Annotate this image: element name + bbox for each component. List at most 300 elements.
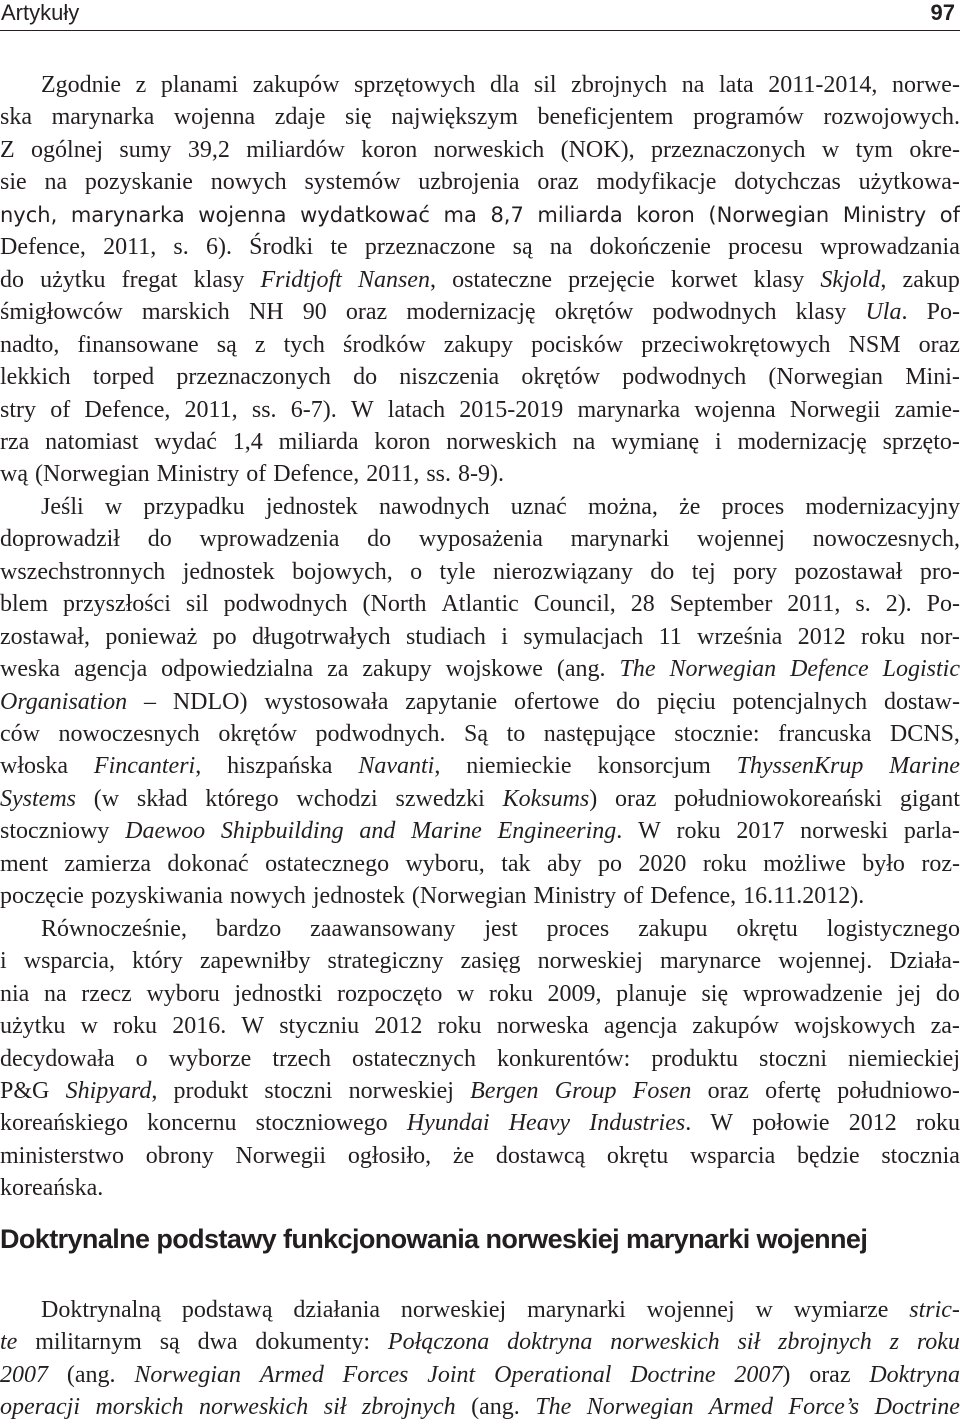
word	[255, 1327, 370, 1357]
word	[703, 849, 747, 879]
word	[787, 589, 840, 619]
word	[638, 849, 686, 879]
text: Defence,	[650, 883, 737, 910]
word	[588, 492, 658, 522]
text-line	[0, 1044, 960, 1074]
word	[849, 330, 901, 360]
word	[366, 459, 419, 489]
text: decydowała	[0, 1045, 115, 1072]
word	[388, 1327, 489, 1357]
italic-text: ThyssenKrup	[736, 753, 864, 780]
word	[230, 881, 306, 911]
word	[0, 297, 123, 327]
word	[359, 816, 395, 846]
text: za	[327, 656, 349, 683]
word	[587, 1392, 694, 1422]
text: podwodnych	[622, 364, 747, 391]
text-line	[0, 427, 960, 457]
word	[571, 70, 667, 100]
italic-text: Navanti	[358, 753, 435, 780]
word	[358, 751, 440, 781]
word	[903, 265, 960, 295]
text: uzbrojenia	[418, 169, 520, 196]
word	[0, 1076, 49, 1106]
text: symulacjach	[523, 623, 644, 650]
text-line	[0, 719, 960, 749]
word	[0, 1011, 65, 1041]
text: ,	[880, 266, 887, 293]
word	[125, 816, 205, 846]
text: wymiarze	[793, 1297, 889, 1323]
text: fregat	[121, 266, 178, 293]
text: wojskowe	[445, 656, 543, 683]
text: zamierza	[64, 850, 151, 877]
text-line	[0, 395, 960, 425]
text-line	[0, 135, 960, 165]
text: że	[452, 1142, 475, 1169]
italic-text: Force’s	[788, 1394, 860, 1421]
text-line	[0, 102, 960, 132]
italic-text: Group	[554, 1077, 617, 1104]
text: 2).	[885, 591, 912, 618]
word	[728, 232, 803, 262]
word	[823, 102, 960, 132]
word	[701, 979, 728, 1009]
word	[361, 135, 417, 165]
text-line	[0, 1141, 960, 1171]
word	[351, 395, 374, 425]
text: marynarki	[570, 526, 670, 553]
text: pozostawał	[794, 558, 903, 585]
word	[41, 914, 187, 944]
text: ofertowe	[514, 688, 600, 715]
word	[85, 167, 193, 197]
word	[895, 395, 960, 425]
word	[883, 654, 960, 684]
word	[610, 1327, 719, 1357]
text-line	[41, 70, 960, 100]
text: oraz	[615, 785, 657, 812]
word	[252, 395, 277, 425]
text: i	[714, 428, 722, 455]
italic-text: Norwegian	[586, 1394, 694, 1421]
word	[441, 589, 518, 619]
word	[172, 1011, 226, 1041]
word	[578, 395, 681, 425]
text-line	[0, 362, 960, 392]
word	[884, 687, 960, 717]
text: 2015-2019	[459, 396, 564, 423]
word	[419, 524, 543, 554]
text-line	[0, 687, 960, 717]
text: było	[862, 850, 905, 877]
text: planuje	[616, 980, 687, 1007]
word	[444, 200, 477, 230]
text: 2016.	[172, 1013, 227, 1040]
word	[279, 1011, 359, 1041]
word	[365, 232, 496, 262]
text-line	[0, 1011, 960, 1041]
word	[849, 1108, 897, 1138]
text: do	[0, 266, 24, 293]
word	[188, 135, 230, 165]
word	[561, 135, 635, 165]
word	[555, 1076, 617, 1106]
text: Norwegii	[789, 396, 881, 423]
text: te	[330, 234, 348, 261]
text: obrony	[145, 1142, 214, 1169]
text-line	[0, 1173, 960, 1203]
text: jednostek	[312, 883, 405, 910]
word	[0, 232, 86, 262]
word	[498, 816, 623, 846]
word	[547, 914, 610, 944]
text: południowokoreański	[674, 785, 883, 812]
text: są	[512, 234, 533, 261]
word	[875, 1392, 960, 1422]
word	[920, 622, 960, 652]
text: 2011,	[184, 396, 238, 423]
word	[174, 1076, 249, 1106]
text: zasięg	[460, 948, 521, 975]
word	[647, 1295, 735, 1325]
italic-text: Norwegian	[134, 1361, 241, 1388]
word	[531, 330, 623, 360]
word	[95, 1392, 183, 1422]
text: potencjalnych	[732, 688, 868, 715]
word	[260, 265, 341, 295]
word	[293, 1295, 380, 1325]
text: jest	[484, 915, 518, 942]
word	[904, 816, 960, 846]
italic-text: sił	[737, 1329, 761, 1356]
text: poczęcie	[0, 883, 84, 910]
text: (Norwegian	[411, 883, 527, 910]
text: dotychczas	[734, 169, 841, 196]
text: of	[623, 883, 644, 910]
word	[160, 1327, 180, 1357]
text: tyle	[439, 558, 476, 585]
word	[374, 427, 430, 457]
word	[227, 751, 332, 781]
word	[790, 395, 881, 425]
italic-text: norweskich	[198, 1394, 309, 1421]
word	[235, 1141, 326, 1171]
word	[275, 102, 326, 132]
text: do	[650, 558, 675, 585]
section-heading: Doktrynalne podstawy funkcjonowania norweskiej marynarki wojennej	[0, 1224, 868, 1254]
text: styczniu	[279, 1013, 360, 1040]
word	[0, 459, 28, 489]
word	[916, 1108, 960, 1138]
text: września	[697, 623, 783, 650]
word	[63, 589, 171, 619]
text: sil	[533, 72, 557, 98]
word	[715, 427, 722, 457]
word	[788, 1392, 859, 1422]
word	[0, 524, 120, 554]
word	[0, 1360, 48, 1390]
text: marynarka	[577, 396, 681, 423]
word	[889, 946, 960, 976]
text: ment	[0, 850, 48, 877]
word	[671, 265, 738, 295]
word	[464, 719, 488, 749]
word	[438, 1011, 482, 1041]
text: zamie-	[894, 396, 960, 423]
word	[0, 622, 90, 652]
text-line	[41, 492, 960, 522]
word	[198, 1327, 238, 1357]
text: tych	[283, 331, 325, 358]
word	[224, 589, 348, 619]
text: Równocześnie,	[41, 915, 187, 942]
word	[651, 1044, 738, 1074]
text: Są	[464, 721, 489, 747]
text: wą	[0, 461, 28, 488]
text-line	[0, 1327, 960, 1357]
italic-text: Industries	[589, 1110, 686, 1137]
text: w	[821, 136, 840, 163]
text: że	[679, 493, 701, 520]
word	[798, 622, 846, 652]
italic-text: morskich	[95, 1394, 184, 1421]
word	[24, 946, 115, 976]
word	[794, 1011, 915, 1041]
word	[674, 719, 759, 749]
word	[265, 849, 389, 879]
word	[538, 946, 643, 976]
italic-text: The	[619, 656, 656, 683]
word	[800, 816, 888, 846]
word	[736, 914, 797, 944]
text: (w	[93, 785, 120, 812]
italic-text: roku	[916, 1329, 960, 1356]
word	[105, 492, 122, 522]
text-line	[0, 1108, 960, 1138]
word	[0, 1392, 80, 1422]
text: Środki	[249, 234, 314, 261]
text: pocisków	[531, 331, 624, 358]
text: bojowych,	[292, 558, 393, 585]
word	[194, 265, 245, 295]
italic-text: Nansen	[357, 266, 430, 293]
text: nia	[0, 980, 30, 1007]
text: norweskiej	[348, 1077, 454, 1104]
text: )	[782, 1361, 791, 1388]
word	[31, 135, 103, 165]
word	[0, 557, 165, 587]
word	[256, 1108, 388, 1138]
word	[84, 395, 170, 425]
text: 8,7	[490, 202, 524, 227]
word	[353, 362, 377, 392]
text: nadto,	[0, 331, 60, 358]
word	[362, 1392, 456, 1422]
text: po	[598, 850, 622, 877]
word	[273, 459, 359, 489]
word	[615, 784, 656, 814]
word	[0, 1327, 17, 1357]
text: wsparcia	[689, 1142, 776, 1169]
word	[246, 135, 345, 165]
word	[682, 70, 705, 100]
word	[737, 427, 866, 457]
text: ostateczne	[452, 266, 552, 293]
text: norweskiej	[537, 948, 643, 975]
text: .	[685, 1110, 692, 1137]
text: bardzo	[215, 915, 282, 942]
word	[343, 1360, 409, 1390]
text: wydać	[154, 428, 217, 455]
word	[446, 427, 557, 457]
text: ss.	[426, 461, 452, 488]
text: 8-9).	[458, 461, 505, 488]
italic-text: 2007	[734, 1361, 783, 1388]
text: beneficjentem	[537, 104, 674, 131]
text: hiszpańska	[227, 753, 333, 780]
word	[865, 297, 907, 327]
word	[909, 1295, 960, 1325]
word	[221, 816, 344, 846]
text: konsorcjum	[597, 753, 711, 780]
italic-text: stric-	[909, 1297, 960, 1323]
word	[0, 135, 15, 165]
word	[391, 102, 518, 132]
word	[147, 1108, 236, 1138]
text: nowoczesnych	[58, 721, 200, 747]
text-line	[0, 167, 960, 197]
text: szwedzki	[395, 785, 485, 812]
word	[484, 914, 517, 944]
text-line	[0, 654, 960, 684]
italic-text: te	[0, 1329, 18, 1356]
text: pro-	[919, 558, 960, 585]
word	[77, 330, 198, 360]
text: użytku	[40, 266, 106, 293]
text: sumy	[119, 136, 172, 163]
word	[490, 70, 519, 100]
text: niemieckie	[466, 753, 572, 780]
word	[511, 492, 567, 522]
word	[173, 687, 248, 717]
word	[734, 167, 841, 197]
word	[44, 167, 67, 197]
text: stoczniowego	[255, 1110, 388, 1137]
text: pięciu	[657, 688, 716, 715]
text: z	[254, 331, 266, 358]
word	[354, 70, 475, 100]
word	[822, 135, 839, 165]
word	[444, 330, 513, 360]
text: roku	[676, 818, 721, 845]
text: miliarda	[278, 428, 359, 455]
word	[869, 1360, 960, 1390]
word	[352, 1044, 476, 1074]
text: działania	[293, 1297, 381, 1323]
word	[743, 979, 883, 1009]
text: jednostek	[182, 558, 275, 585]
text-line	[0, 881, 960, 911]
word	[41, 492, 84, 522]
text: of	[246, 461, 267, 488]
text: gigant	[899, 785, 960, 812]
word	[496, 1141, 585, 1171]
text: tym	[855, 136, 893, 163]
italic-text: Ula	[865, 299, 902, 326]
text: of	[50, 396, 71, 423]
text: miliardów	[246, 136, 345, 163]
word	[154, 427, 217, 457]
text: wprowadzania	[819, 234, 960, 261]
text: użytkowa-	[858, 169, 960, 196]
word	[358, 265, 436, 295]
text: roku	[861, 623, 906, 650]
word	[41, 70, 121, 100]
word	[630, 1360, 715, 1390]
word	[778, 719, 871, 749]
italic-text: Forces	[342, 1361, 409, 1388]
text: przeznaczone	[364, 234, 496, 261]
text: koreańskiego	[0, 1110, 128, 1137]
word	[144, 687, 156, 717]
text: Defence,	[0, 234, 86, 261]
text: norweskich	[446, 428, 557, 455]
word	[905, 362, 960, 392]
text: w	[755, 1297, 773, 1323]
text: natomiast	[45, 428, 139, 455]
text: na	[572, 428, 596, 455]
word	[343, 330, 426, 360]
text: .	[901, 299, 908, 326]
word	[174, 102, 255, 132]
text: planami	[160, 72, 239, 98]
word	[199, 1392, 308, 1422]
text: 90	[302, 299, 327, 326]
italic-text: Shipbuilding	[220, 818, 344, 845]
word	[573, 427, 596, 457]
text: ska	[0, 104, 32, 131]
text: 16.11.2012).	[743, 883, 865, 910]
word	[255, 330, 266, 360]
text: (ang.	[66, 1361, 116, 1388]
word	[401, 1295, 506, 1325]
text: dokonać	[167, 850, 249, 877]
word	[796, 297, 847, 327]
text: oraz	[809, 1361, 851, 1388]
word	[217, 330, 237, 360]
italic-text: zbrojnych	[361, 1394, 456, 1421]
word	[940, 200, 960, 230]
text: Ministry	[156, 461, 240, 488]
word	[249, 232, 313, 262]
text: koron	[374, 428, 431, 455]
text: pozyskiwania	[90, 883, 223, 910]
text: ,	[429, 266, 436, 293]
text: norweski	[800, 818, 889, 845]
word	[388, 395, 445, 425]
text: ponieważ	[105, 623, 198, 650]
italic-text: Doktryna	[869, 1361, 960, 1388]
word	[507, 719, 526, 749]
text: oraz	[918, 331, 960, 358]
word	[345, 102, 372, 132]
word	[737, 1327, 760, 1357]
text: oraz	[537, 169, 579, 196]
word	[81, 1011, 98, 1041]
text-line	[0, 330, 960, 360]
word	[471, 1392, 520, 1422]
